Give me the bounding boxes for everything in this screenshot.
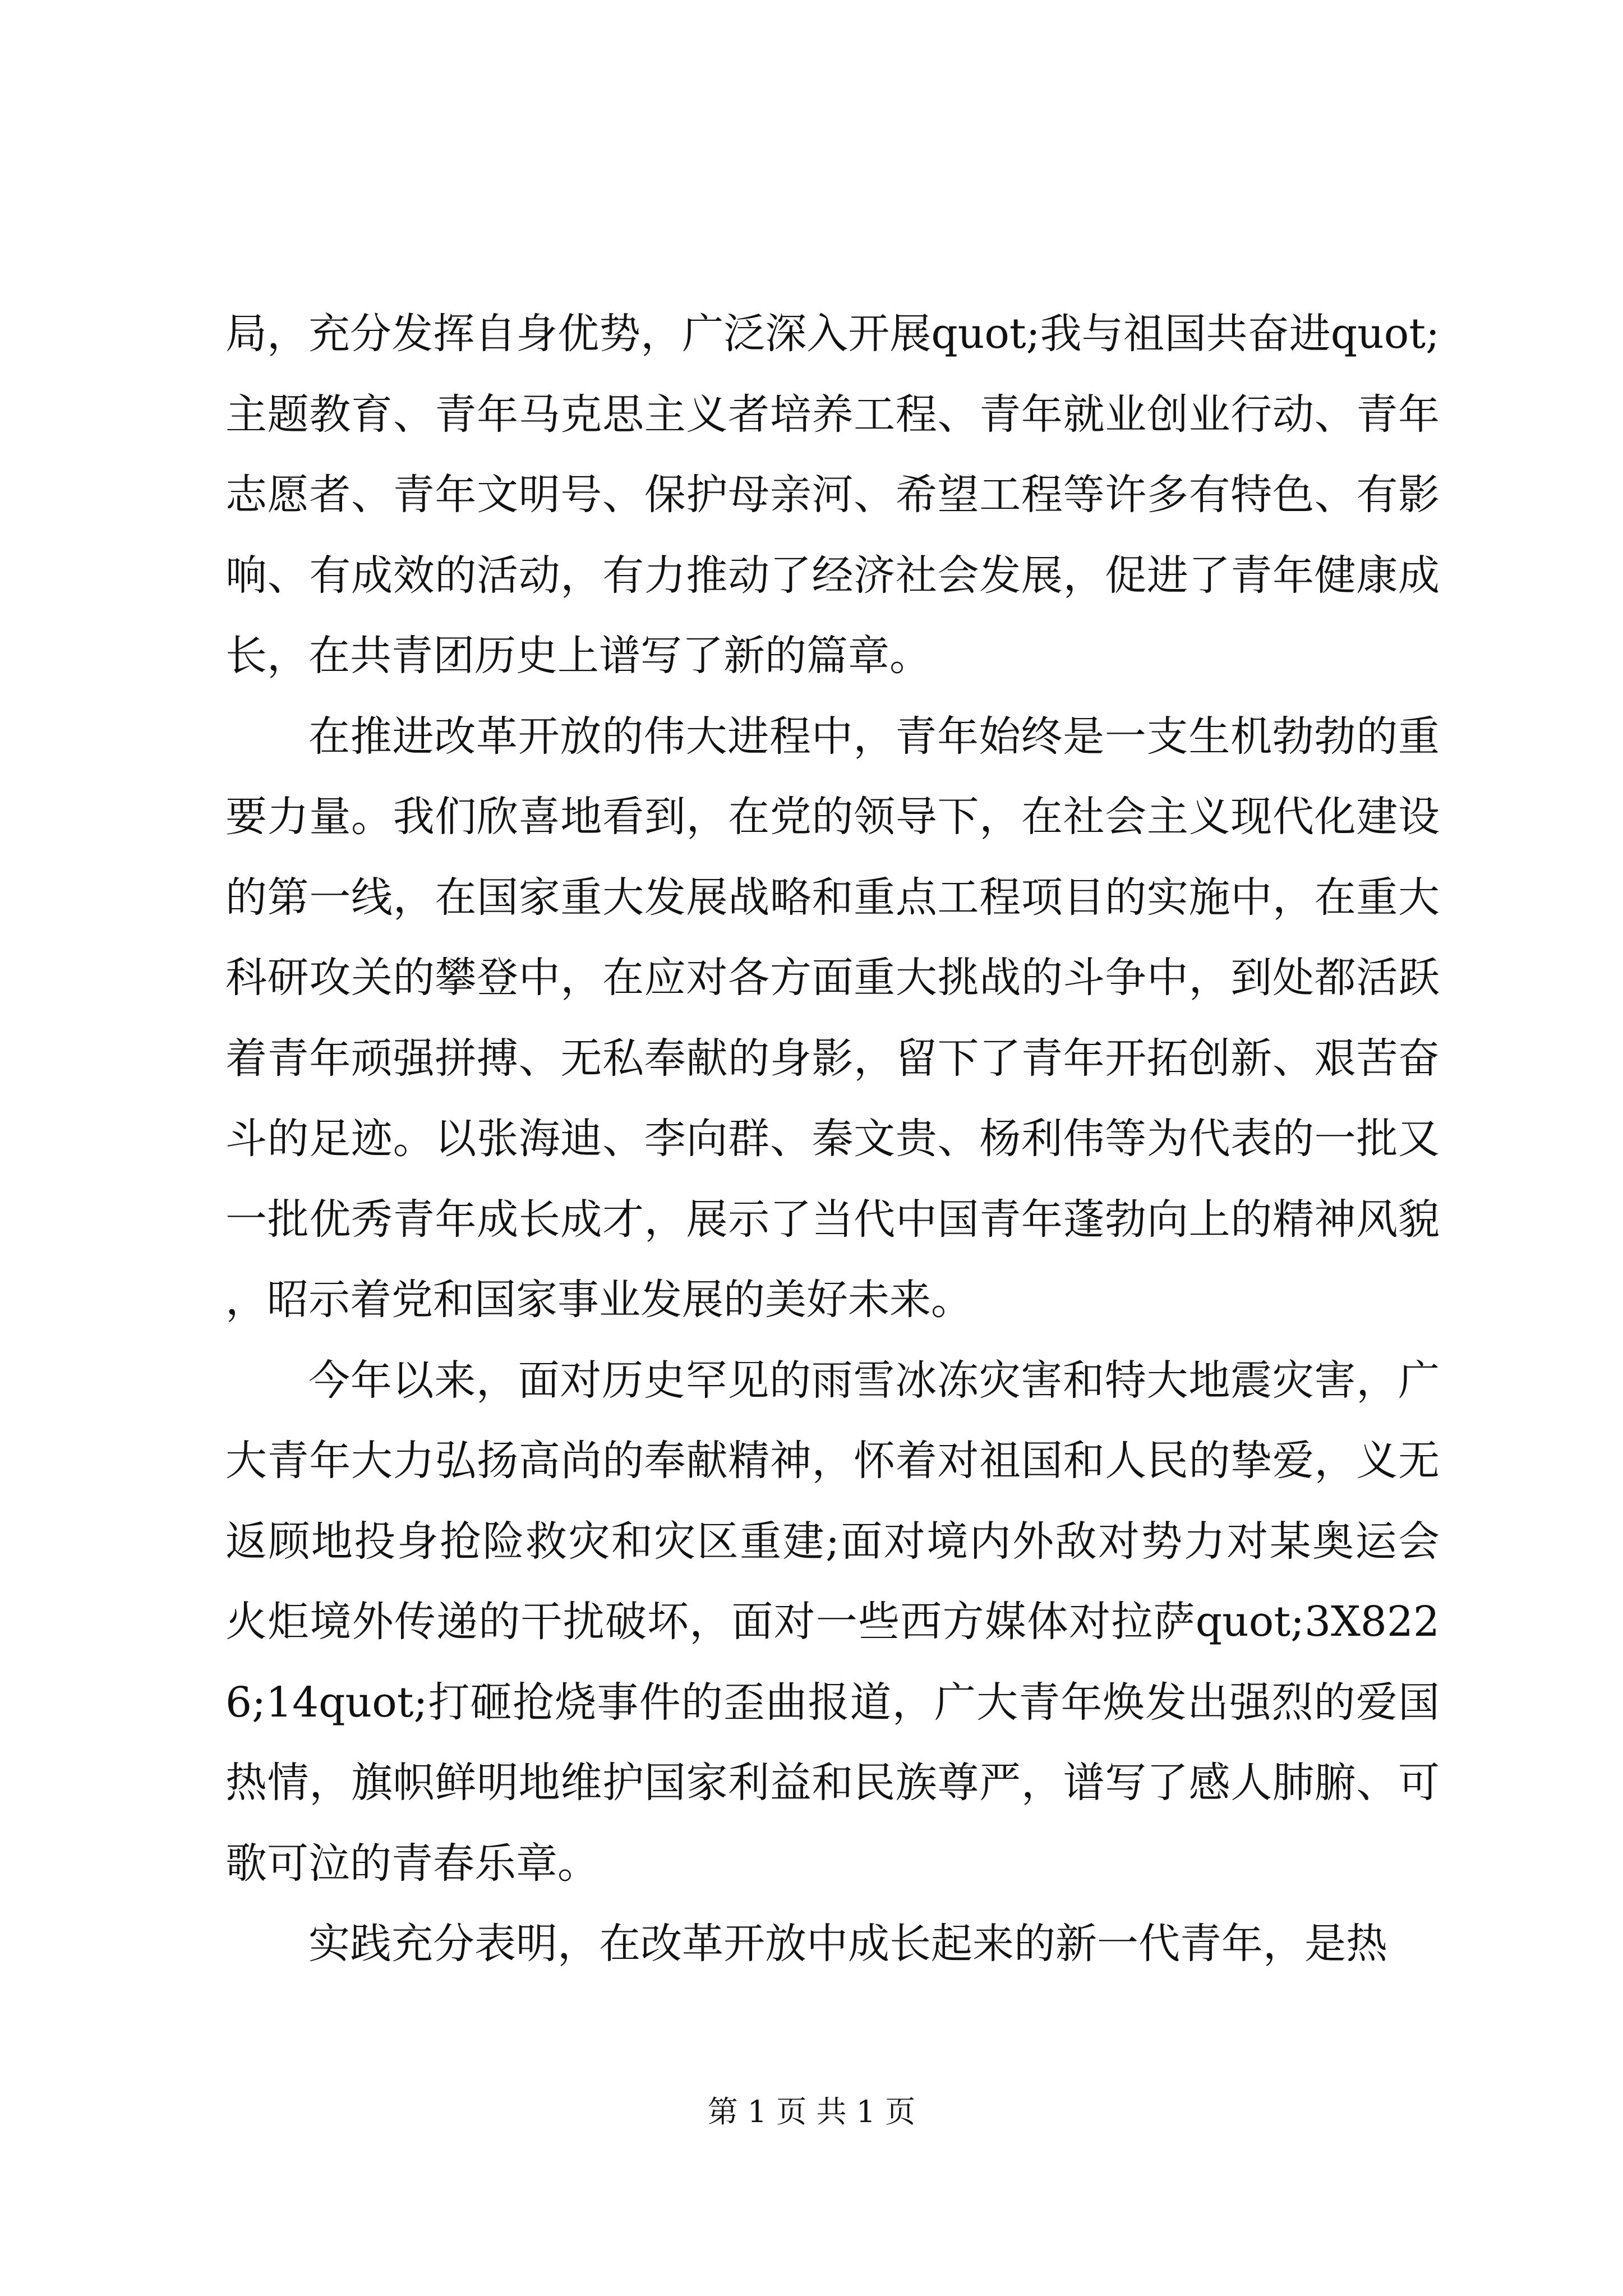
paragraph-4: 实践充分表明，在改革开放中成长起来的新一代青年，是热 bbox=[308, 1920, 1387, 1968]
document-body bbox=[225, 294, 1440, 1985]
page-footer bbox=[0, 2092, 1623, 2132]
paragraph-1: 局，充分发挥自身优势，广泛深入开展quot;我与祖国共奋进quot;主题教育、青年马克思主义者培养工程、青年就业创业行动、青年志愿者、青年文明号、保护母亲河、希望工程等许多有特色、有影响、有成效的活动，有力推动了经济社会发展，促进了青年健康成长，在共青团历史上谱写了新的篇章。 bbox=[225, 310, 1440, 680]
paragraph-3: 今年以来，面对历史罕见的雨雪冰冻灾害和特大地震灾害，广大青年大力弘扬高尚的奉献精神，怀着对祖国和人民的挚爱，义无返顾地投身抢险救灾和灾区重建;面对境内外敌对势力对某奥运会火炬境外传递的干扰破坏，面对一些西方媒体对拉萨quot;3X8226;14quot;打砸抢烧事件的歪曲报道，广大青年焕发出强烈的爱国热情，旗帜鲜明地维护国家利益和民族尊严，谱写了感人肺腑、可歌可泣的青春乐章。 bbox=[225, 1356, 1440, 1888]
page-number-label: 第 1 页 共 1 页 bbox=[707, 2094, 916, 2129]
paragraph-2: 在推进改革开放的伟大进程中，青年始终是一支生机勃勃的重要力量。我们欣喜地看到，在党的领导下，在社会主义现代化建设的第一线，在国家重大发展战略和重点工程项目的实施中，在重大科研攻关的攀登中，在应对各方面重大挑战的斗争中，到处都活跃着青年顽强拼搏、无私奉献的身影，留下了青年开拓创新、艰苦奋斗的足迹。以张海迪、李向群、秦文贵、杨利伟等为代表的一批又一批优秀青年成长成才，展示了当代中国青年蓬勃向上的精神风貌，昭示着党和国家事业发展的美好未来。 bbox=[225, 712, 1440, 1324]
